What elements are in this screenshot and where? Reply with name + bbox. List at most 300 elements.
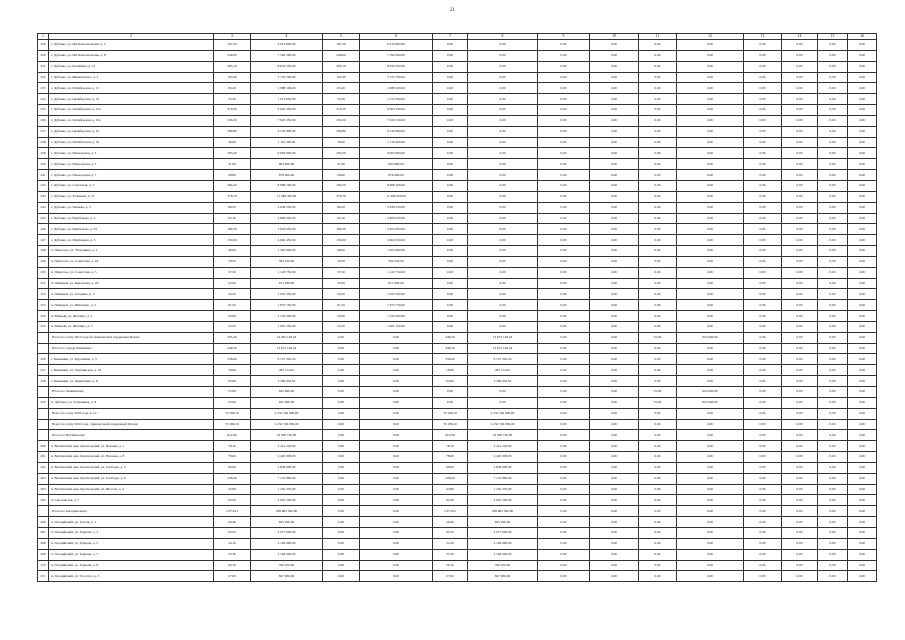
value-cell: 0,00 [590,300,639,311]
value-cell: 2 977 000,00 [468,527,538,538]
value-cell: 0,00 [538,365,590,376]
row-number-cell: 239 [38,148,49,159]
address-cell: г. Дубовка, ул. Тельмана, д. 31 [49,191,214,202]
value-cell: 3 260 652,91 [468,376,538,387]
value-cell: 0,00 [782,40,818,51]
value-cell: 189,30 [214,224,251,235]
value-cell: 0,00 [590,354,639,365]
value-cell: 0,00 [639,126,677,137]
value-cell: 284,20 [214,180,251,191]
value-cell: 103,40 [323,72,360,83]
value-cell: 0,00 [848,495,877,506]
value-cell: 0,00 [677,40,744,51]
value-cell: 0,00 [818,137,848,148]
value-cell: 0,00 [677,159,744,170]
row-number-cell: 257 [38,365,49,376]
value-cell: 622 000,00 [251,397,323,408]
value-cell: 0,00 [590,387,639,398]
address-cell: п. Светлоястья, д. 7 [49,495,214,506]
value-cell: 0,00 [590,267,639,278]
value-cell: 1 143 750,00 [251,267,323,278]
value-cell: 92,20 [214,495,251,506]
table-row [38,137,877,148]
value-cell: 0,00 [590,137,639,148]
row-number-cell: 236 [38,115,49,126]
value-cell: 0,00 [782,159,818,170]
value-cell: 283,10 [323,61,360,72]
value-cell: 0,00 [744,430,782,441]
value-cell: 0,00 [782,473,818,484]
value-cell: 0,00 [360,430,433,441]
value-cell: 0,00 [677,300,744,311]
value-cell: 0,00 [538,61,590,72]
value-cell: 283,10 [214,61,251,72]
value-cell: 0,00 [360,517,433,528]
value-cell: 2 104 000,00 [251,549,323,560]
table-row [38,256,877,267]
value-cell: 26,40 [214,517,251,528]
value-cell: 0,00 [323,332,360,343]
value-cell: 0,00 [590,343,639,354]
table-row [38,527,877,538]
address-cell: п. Ветлянский, мкр. Краснодский, ул. Свободы, д. 8 [49,473,214,484]
value-cell: 0,00 [639,354,677,365]
address-cell: Итого по этапу 2015 года без финансовой поддержки Фонда: [49,332,214,343]
value-cell: 0,00 [639,246,677,257]
value-cell: 0,00 [782,61,818,72]
value-cell: 90,60 [214,462,251,473]
value-cell: 0,00 [538,137,590,148]
value-cell: 70 186,10 [433,408,468,419]
value-cell: 0,00 [590,549,639,560]
value-cell: 7 147 900,00 [251,473,323,484]
value-cell: 376,70 [214,191,251,202]
value-cell: 0,00 [590,560,639,571]
value-cell: 0,00 [782,419,818,430]
value-cell: 0,00 [639,473,677,484]
value-cell: 0,00 [744,397,782,408]
row-number-cell: 247 [38,235,49,246]
value-cell: 0,00 [782,94,818,105]
value-cell: 0,00 [433,235,468,246]
value-cell: 19 599 730,00 [251,430,323,441]
value-cell: 150,90 [214,235,251,246]
value-cell: 0,00 [360,560,433,571]
value-cell: 0,00 [639,180,677,191]
value-cell: 0,00 [677,365,744,376]
value-cell: 0,00 [782,148,818,159]
value-cell: 0,00 [744,137,782,148]
value-cell: 0,00 [433,224,468,235]
value-cell: 2 973,61 [214,506,251,517]
value-cell: 0,00 [538,452,590,463]
address-cell: г. Дубовка, ул. Минковского, д. 2 [49,72,214,83]
value-cell: 0,00 [744,560,782,571]
value-cell: 0,00 [744,72,782,83]
value-cell: 0,00 [677,224,744,235]
value-cell: 0,00 [782,213,818,224]
value-cell: 0,00 [468,83,538,94]
value-cell: 0,00 [590,126,639,137]
value-cell: 92,20 [433,495,468,506]
value-cell: 0,00 [818,441,848,452]
table-row [38,83,877,94]
value-cell: 0,00 [744,495,782,506]
address-cell: г. Дубовка, ул. Щорбакова, д. 25 [49,224,214,235]
value-cell: 0,00 [848,126,877,137]
value-cell: 622 000,00 [677,332,744,343]
column-number-cell: 4 [251,34,323,40]
value-cell: 0,00 [639,170,677,181]
value-cell: 0,00 [323,473,360,484]
value-cell: 612,90 [433,430,468,441]
value-cell: 0,00 [433,191,468,202]
value-cell: 0,00 [433,321,468,332]
address-cell: г. Дубовка, ул. Чапаева, д. 3 [49,202,214,213]
value-cell: 31,60 [214,159,251,170]
value-cell: 0,00 [538,115,590,126]
value-cell: 0,00 [360,419,433,430]
value-cell: 0,00 [590,332,639,343]
value-cell: 0,00 [677,137,744,148]
address-cell: Итого по Бородинскому: [49,506,214,517]
value-cell: 0,00 [538,506,590,517]
table-row [38,376,877,387]
value-cell: 0,00 [433,148,468,159]
value-cell: 0,00 [818,115,848,126]
value-cell: 0,00 [538,311,590,322]
value-cell: 2 232 536 090,00 [468,419,538,430]
value-cell: 0,00 [848,202,877,213]
column-number-cell: 10 [590,34,639,40]
value-cell: 0,00 [818,267,848,278]
value-cell: 0,00 [639,159,677,170]
table-row [38,94,877,105]
value-cell: 0,00 [677,560,744,571]
table-row [38,441,877,452]
value-cell: 0,00 [323,354,360,365]
table-row [38,538,877,549]
value-cell: 0,00 [538,170,590,181]
value-cell: 0,00 [677,256,744,267]
table-row [38,365,877,376]
value-cell: 18,90 [214,365,251,376]
column-number-cell: 12 [677,34,744,40]
value-cell: 2 839 000,00 [251,462,323,473]
address-cell: г. Дубовка, ул. Им Комсомольцев, д. 8 [49,50,214,61]
value-cell: 34,50 [214,289,251,300]
row-number-cell: 246 [38,224,49,235]
address-cell: п. Южный, ул. Шахтёра, д. 2 [49,311,214,322]
value-cell: 1 116 300,00 [360,137,433,148]
value-cell: 0,00 [782,278,818,289]
row-number-cell: 234 [38,94,49,105]
value-cell: 0,00 [848,256,877,267]
value-cell: 0,00 [538,105,590,116]
value-cell: 0,00 [323,495,360,506]
value-cell: 22,00 [214,278,251,289]
value-cell: 0,00 [744,170,782,181]
value-cell: 92,10 [323,213,360,224]
value-cell: 1 403 000,00 [360,246,433,257]
value-cell: 0,00 [590,105,639,116]
row-number-cell: 232 [38,72,49,83]
value-cell: 0,00 [639,376,677,387]
value-cell: 0,00 [677,94,744,105]
value-cell: 963 800,00 [360,159,433,170]
value-cell: 0,00 [818,354,848,365]
value-cell: 0,00 [639,408,677,419]
value-cell: 0,00 [639,484,677,495]
value-cell: 1 875 750,00 [251,300,323,311]
row-number-cell: 248 [38,246,49,257]
value-cell: 0,00 [323,462,360,473]
value-cell: 0,00 [818,419,848,430]
value-cell: 0,00 [818,560,848,571]
value-cell: 0,00 [468,213,538,224]
value-cell: 2 412 220,00 [251,441,323,452]
value-cell: 0,00 [590,83,639,94]
value-cell: 0,00 [848,213,877,224]
row-number-cell: 235 [38,105,49,116]
value-cell: 34,50 [323,289,360,300]
table-row [38,126,877,137]
value-cell: 0,00 [782,50,818,61]
value-cell: 9 715 345,50 [468,354,538,365]
value-cell: 0,00 [848,267,877,278]
row-number-cell: 270 [38,560,49,571]
value-cell: 878 400,00 [251,170,323,181]
value-cell: 0,00 [677,267,744,278]
value-cell: 2 973,61 [433,506,468,517]
value-cell: 55,90 [639,397,677,408]
value-cell: 0,00 [744,202,782,213]
value-cell: 78,10 [433,441,468,452]
value-cell: 0,00 [782,343,818,354]
value-cell: 0,00 [538,267,590,278]
value-cell: 0,00 [590,538,639,549]
value-cell: 50,60 [214,311,251,322]
value-cell: 0,00 [468,72,538,83]
value-cell: 0,00 [782,560,818,571]
value-cell: 0,00 [639,148,677,159]
value-cell: 2 104 000,00 [251,538,323,549]
value-cell: 0,00 [538,246,590,257]
summary-row [38,408,877,419]
table-row [38,191,877,202]
value-cell: 228,40 [214,473,251,484]
value-cell: 0,00 [323,419,360,430]
value-cell: 0,00 [744,549,782,560]
value-cell: 0,00 [818,50,848,61]
value-cell: 0,00 [433,50,468,61]
value-cell: 0,00 [677,213,744,224]
value-cell: 0,00 [848,94,877,105]
value-cell: 70 186,10 [214,408,251,419]
value-cell: 0,00 [639,527,677,538]
value-cell: 0,00 [818,527,848,538]
summary-row [38,419,877,430]
value-cell: 0,00 [538,408,590,419]
row-number-cell: 250 [38,267,49,278]
value-cell: 150,90 [323,235,360,246]
value-cell: 0,00 [433,289,468,300]
address-cell: п. Гвоздийский, ул. Гоголя, д. 1 [49,517,214,528]
row-number-cell: 242 [38,180,49,191]
value-cell: 65,20 [323,83,360,94]
value-cell: 0,00 [848,61,877,72]
value-cell: 0,00 [818,452,848,463]
value-cell: 55,90 [214,397,251,408]
value-cell: 0,00 [677,571,744,582]
table-row [38,50,877,61]
value-cell: 0,00 [677,430,744,441]
value-cell: 0,00 [639,202,677,213]
value-cell: 0,00 [848,289,877,300]
value-cell: 0,00 [744,126,782,137]
value-cell: 37,50 [323,267,360,278]
column-number-cell: 5 [323,34,360,40]
table-row [38,246,877,257]
value-cell: 622 000,00 [677,397,744,408]
column-number-cell: 9 [538,34,590,40]
value-cell: 878 400,00 [360,170,433,181]
value-cell: 0,00 [848,235,877,246]
value-cell: 0,00 [818,40,848,51]
value-cell: 0,00 [677,83,744,94]
value-cell: 19 599 730,00 [468,430,538,441]
value-cell: 0,00 [848,430,877,441]
value-cell: 5 823 650,00 [360,224,433,235]
value-cell: 0,00 [590,170,639,181]
value-cell: 449,20 [433,343,468,354]
value-cell: 2 638 250,00 [360,202,433,213]
row-number-cell: 261 [38,452,49,463]
value-cell: 0,00 [468,105,538,116]
value-cell: 0,00 [433,202,468,213]
value-cell: 0,00 [433,278,468,289]
value-cell: 0,00 [848,560,877,571]
value-cell: 0,00 [677,126,744,137]
value-cell: 0,00 [433,94,468,105]
value-cell: 1 601 250,00 [251,321,323,332]
value-cell: 2 839 000,00 [468,462,538,473]
value-cell: 0,00 [433,397,468,408]
value-cell: 0,00 [744,506,782,517]
value-cell: 3 260 652,91 [251,376,323,387]
column-number-cell: 7 [433,34,468,40]
value-cell: 28,80 [214,170,251,181]
table-row [38,517,877,528]
value-cell: 0,00 [433,213,468,224]
value-cell: 6 014 600,00 [360,40,433,51]
value-cell: 0,00 [538,40,590,51]
value-cell: 197,20 [323,40,360,51]
value-cell: 0,00 [639,256,677,267]
value-cell: 0,00 [538,419,590,430]
table-row [38,289,877,300]
value-cell: 0,00 [782,332,818,343]
value-cell: 0,00 [323,571,360,582]
value-cell: 0,00 [782,246,818,257]
value-cell: 0,00 [677,311,744,322]
value-cell: 0,00 [818,246,848,257]
value-cell: 0,00 [782,170,818,181]
value-cell: 0,00 [848,462,877,473]
address-cell: г. Дубовка, ул. Советская, д. 3 [49,180,214,191]
value-cell: 0,00 [433,61,468,72]
value-cell: 0,00 [782,267,818,278]
value-cell: 0,00 [590,50,639,61]
value-cell: 0,00 [848,137,877,148]
value-cell: 0,00 [782,571,818,582]
value-cell: 0,00 [590,506,639,517]
row-number-cell: 267 [38,527,49,538]
value-cell: 0,00 [782,105,818,116]
value-cell: 847 900,00 [251,571,323,582]
row-number-cell: 229 [38,40,49,51]
value-cell: 269 865 360,00 [251,506,323,517]
address-cell: Итого по Ленинскому: [49,387,214,398]
value-cell: 34,10 [214,538,251,549]
value-cell: 7 020 250,00 [360,115,433,126]
value-cell: 0,00 [744,462,782,473]
value-cell: 0,00 [677,343,744,354]
value-cell: 0,00 [848,365,877,376]
value-cell: 336,60 [214,354,251,365]
value-cell: 269 865 360,00 [468,506,538,517]
address-cell: г. Дубовка, ул. Им Комсомольцев, д. 5 [49,40,214,51]
row-number-cell: 233 [38,83,49,94]
row-number-cell: 264 [38,484,49,495]
value-cell: 90,60 [433,462,468,473]
value-cell: 0,00 [538,278,590,289]
value-cell: 0,00 [590,191,639,202]
value-cell: 2 809 050,00 [360,213,433,224]
address-cell: г. Дубовка, ул. Октябрьская, д. 21а [49,105,214,116]
value-cell: 2 232 536 090,00 [468,408,538,419]
value-cell: 0,00 [360,452,433,463]
table-row [38,180,877,191]
value-cell: 0,00 [744,148,782,159]
value-cell: 13 673 149,24 [251,343,323,354]
row-number-cell: 238 [38,137,49,148]
value-cell: 0,00 [590,527,639,538]
value-cell: 189,30 [323,224,360,235]
column-number-cell: 16 [848,34,877,40]
value-cell: 6 603 250,00 [360,105,433,116]
value-cell: 0,00 [677,441,744,452]
value-cell: 0,00 [677,105,744,116]
table-row [38,267,877,278]
value-cell: 4 602 450,00 [360,235,433,246]
value-cell: 0,00 [433,159,468,170]
value-cell: 0,00 [538,94,590,105]
value-cell: 0,00 [538,202,590,213]
value-cell: 0,00 [744,278,782,289]
value-cell: 216,50 [214,105,251,116]
value-cell: 0,00 [468,321,538,332]
value-cell: 46,00 [323,246,360,257]
table-row [38,571,877,582]
value-cell: 0,00 [590,289,639,300]
value-cell: 0,00 [818,506,848,517]
row-number-cell: 244 [38,202,49,213]
value-cell: 299,80 [214,126,251,137]
value-cell: 0,00 [848,517,877,528]
value-cell: 0,00 [323,441,360,452]
value-cell: 26,10 [214,560,251,571]
